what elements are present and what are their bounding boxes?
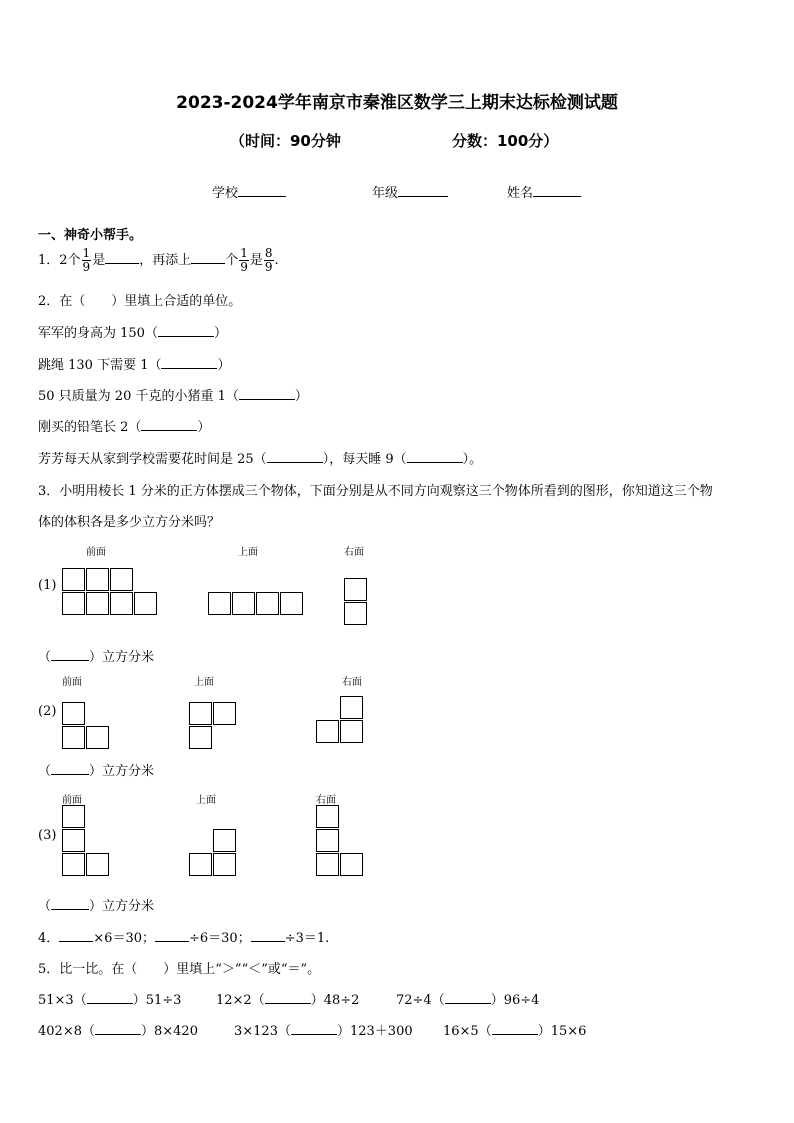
compare-item: 3×123（ ）123＋300 — [234, 1024, 413, 1039]
grid-cell — [86, 592, 109, 615]
answer-blank[interactable] — [51, 774, 89, 775]
answer-blank[interactable] — [407, 462, 463, 463]
grid-cell — [86, 568, 109, 591]
grid-cell — [316, 720, 339, 743]
grade-label: 年级 — [372, 186, 399, 201]
grid-cell — [340, 720, 363, 743]
question-2-line: 军军的身高为 150（ ） — [38, 326, 227, 341]
answer-blank[interactable] — [105, 263, 139, 264]
grid-cell — [86, 853, 109, 876]
grid-cell — [213, 853, 236, 876]
grid-cell — [62, 805, 85, 828]
answer-blank[interactable] — [141, 430, 197, 431]
grid-cell — [232, 592, 255, 615]
grid-cell — [62, 592, 85, 615]
grid-cell — [62, 726, 85, 749]
answer-blank[interactable] — [251, 941, 285, 942]
grid-cell — [62, 568, 85, 591]
compare-item: 51×3（ ）51÷3 — [38, 993, 182, 1008]
grid-cell — [110, 592, 133, 615]
grid-cell — [280, 592, 303, 615]
school-label: 学校 — [212, 186, 239, 201]
question-4: 4． ×6＝30； ÷6＝30； ÷3＝1. — [38, 931, 330, 946]
answer-blank[interactable] — [155, 941, 189, 942]
grid-cell — [340, 696, 363, 719]
view-label-right: 右面 — [344, 547, 364, 558]
section-title: 一、神奇小帮手。 — [38, 228, 143, 243]
grid-cell — [62, 829, 85, 852]
fraction: $\frac{1}{9}$ — [82, 246, 91, 274]
answer-line: （ ）立方分米 — [38, 899, 155, 914]
grid-cell — [189, 726, 212, 749]
grid-cell — [62, 853, 85, 876]
grid-cell — [110, 568, 133, 591]
answer-blank[interactable] — [239, 399, 295, 400]
answer-blank[interactable] — [51, 909, 89, 910]
question-1: 1．2个 $\frac{1}{9}$ 是 ，再添上 个 $\frac{1}{9}$ 是 $\frac{8}{9}$ . — [38, 246, 279, 274]
question-3-stem: 3．小明用棱长 1 分米的正方体摆成三个物体，下面分别是从不同方向观察这三个物体所看到的图形，你知道这三个物 — [38, 484, 713, 499]
answer-blank[interactable] — [51, 660, 89, 661]
question-2-line: 50 只质量为 20 千克的小猪重 1（ ） — [38, 389, 308, 404]
fraction: $\frac{1}{9}$ — [240, 246, 248, 274]
figure-number: (1) — [38, 578, 57, 593]
grid-cell — [213, 702, 236, 725]
grid-cell — [86, 726, 109, 749]
school-field[interactable] — [212, 182, 286, 201]
answer-blank[interactable] — [267, 462, 323, 463]
question-2-line: 跳绳 130 下需要 1（ ） — [38, 358, 231, 373]
answer-line: （ ）立方分米 — [38, 650, 155, 665]
name-label: 姓名 — [507, 186, 534, 201]
view-label-top: 上面 — [238, 547, 258, 558]
question-2-stem: 2．在（ ）里填上合适的单位。 — [38, 294, 242, 309]
grid-cell — [189, 853, 212, 876]
answer-blank[interactable] — [492, 1034, 538, 1035]
grid-cell — [316, 829, 339, 852]
view-label-front: 前面 — [62, 677, 82, 688]
grid-cell — [134, 592, 157, 615]
question-2-line: 芳芳每天从家到学校需要花时间是 25（ ），每天睡 9（ ）。 — [38, 452, 483, 467]
grid-cell — [316, 853, 339, 876]
answer-blank[interactable] — [158, 336, 214, 337]
compare-item: 402×8（ ）8×420 — [38, 1024, 198, 1039]
answer-blank[interactable] — [59, 941, 93, 942]
grid-cell — [316, 805, 339, 828]
page-title: 2023-2024学年南京市秦淮区数学三上期末达标检测试题 — [176, 93, 618, 113]
answer-blank[interactable] — [265, 1003, 311, 1004]
grid-cell — [213, 829, 236, 852]
compare-item: 16×5（ ）15×6 — [443, 1024, 587, 1039]
answer-line: （ ）立方分米 — [38, 764, 155, 779]
exam-time: （时间：90分钟 — [230, 132, 341, 150]
view-label-front: 前面 — [62, 795, 82, 806]
question-3-stem: 体的体积各是多少立方分米吗？ — [38, 515, 221, 530]
view-label-top: 上面 — [196, 795, 216, 806]
school-blank[interactable] — [238, 196, 286, 197]
view-label-top: 上面 — [194, 677, 214, 688]
grid-cell — [62, 702, 85, 725]
answer-blank[interactable] — [445, 1003, 491, 1004]
exam-score: 分数：100分） — [452, 132, 559, 150]
view-label-right: 右面 — [316, 795, 336, 806]
answer-blank[interactable] — [291, 1034, 337, 1035]
answer-blank[interactable] — [191, 263, 225, 264]
grid-cell — [344, 578, 367, 601]
compare-item: 72÷4（ ）96÷4 — [396, 993, 540, 1008]
grade-blank[interactable] — [398, 196, 448, 197]
question-2-line: 刚买的铅笔长 2（ ） — [38, 420, 211, 435]
fraction: $\frac{8}{9}$ — [264, 246, 273, 274]
name-blank[interactable] — [533, 196, 581, 197]
answer-blank[interactable] — [161, 368, 217, 369]
name-field[interactable] — [507, 182, 581, 201]
grid-cell — [256, 592, 279, 615]
answer-blank[interactable] — [95, 1034, 141, 1035]
grid-cell — [344, 602, 367, 625]
figure-number: (2) — [38, 704, 57, 719]
grade-field[interactable] — [372, 182, 448, 201]
grid-cell — [208, 592, 231, 615]
view-label-right: 右面 — [342, 677, 362, 688]
question-5-stem: 5．比一比。在（ ）里填上“＞”“＜”或“＝”。 — [38, 962, 321, 977]
figure-number: (3) — [38, 828, 57, 843]
grid-cell — [340, 853, 363, 876]
answer-blank[interactable] — [87, 1003, 133, 1004]
view-label-front: 前面 — [86, 547, 106, 558]
compare-item: 12×2（ ）48÷2 — [216, 993, 360, 1008]
grid-cell — [189, 702, 212, 725]
